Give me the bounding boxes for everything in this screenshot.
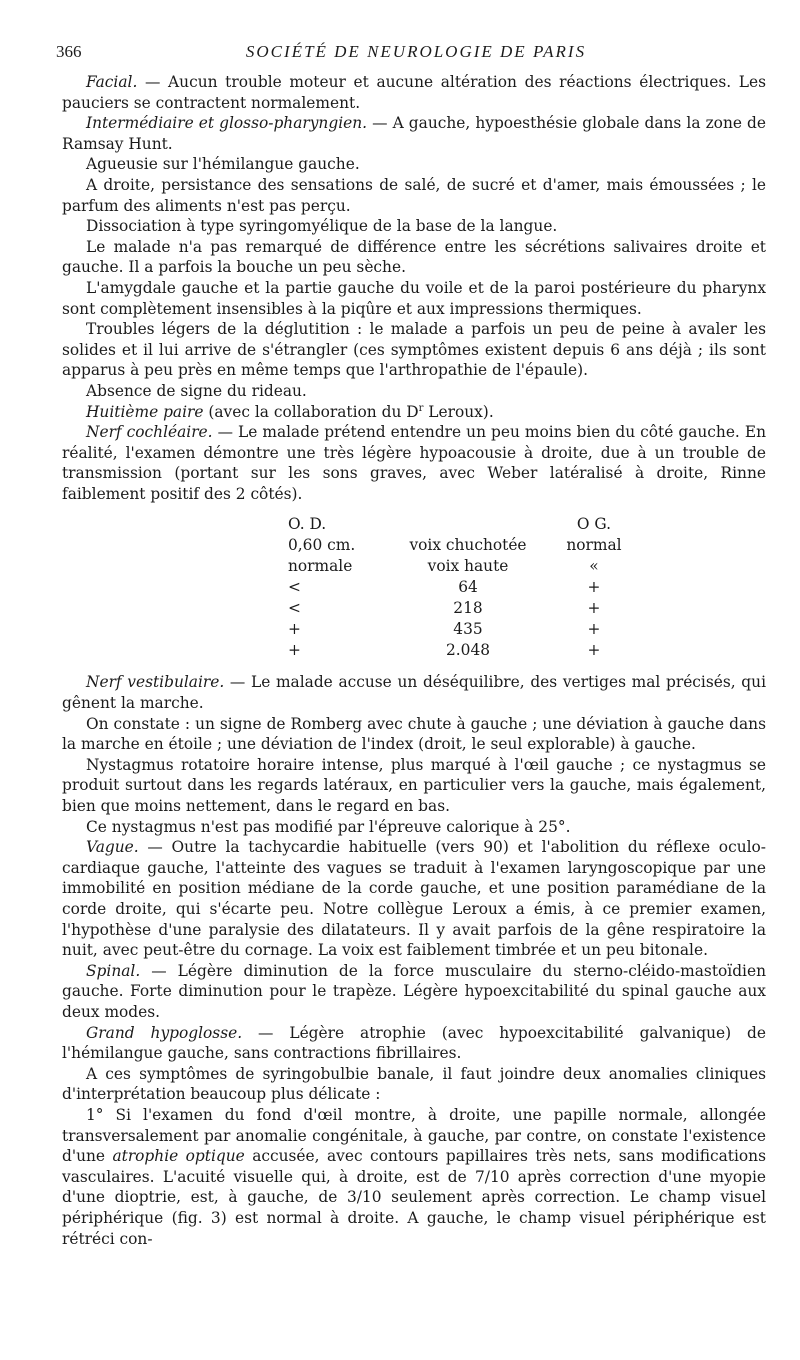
section-label: Nerf vestibulaire.	[86, 673, 225, 692]
paragraph-text: — Aucun trouble moteur et aucune altération des réactions électriques. Les pauciers se contractent normalement.	[62, 73, 766, 112]
section-label: Facial.	[86, 73, 138, 91]
paragraph-nerf-vestibulaire	[62, 672, 766, 713]
paragraph-nerf-cochleaire	[62, 422, 766, 504]
paragraph: Troubles légers de la déglutition : le malade a parfois un peu de peine à avaler les solides et il lui arrive de s'étrangler (ces symptômes existent depuis 6 ans déjà ; ils sont apparus à peu près en même temps que l'arthropathie de l'épaule).	[62, 320, 766, 380]
paragraph-text: (avec la collaboration du D	[203, 402, 419, 421]
table-row	[62, 640, 766, 661]
paragraph-text: — A gauche, hypoesthésie globale dans la zone de Ramsay Hunt.	[62, 114, 767, 153]
cell-right: +	[587, 599, 601, 618]
paragraph-spinal	[62, 961, 766, 1023]
table-row	[62, 598, 766, 619]
cell-middle: 64	[458, 578, 478, 597]
cell-right: normal	[566, 536, 622, 555]
cell-right: +	[587, 641, 601, 660]
table-row	[62, 619, 766, 640]
article-body	[62, 72, 766, 1249]
paragraph-huitieme-paire	[62, 402, 766, 423]
paragraph-text: Leroux).	[423, 402, 494, 421]
paragraph-text: — Légère diminution de la force musculaire du sterno-cléido-mastoïdien gauche. Forte diminution pour le trapèze. Légère hypoexcitabilité du spinal gauche aux deux modes.	[62, 961, 766, 1021]
cell-left: normale	[288, 557, 353, 576]
cell-right: O G.	[576, 515, 612, 534]
paragraph: A droite, persistance des sensations de salé, de sucré et d'amer, mais émoussées ; le parfum des aliments n'est pas perçu.	[62, 175, 766, 215]
paragraph-text: — Légère atrophie (avec hypoexcitabilité galvanique) de l'hémilangue gauche, sans contractions fibrillaires.	[62, 1023, 766, 1063]
cell-middle: voix chuchotée	[409, 536, 527, 555]
paragraph-atrophie-optique	[62, 1105, 766, 1249]
paragraph: Dissociation à type syringomyélique de la base de la langue.	[86, 217, 558, 236]
section-label: Spinal.	[86, 961, 141, 980]
cell-left: <	[288, 599, 301, 618]
paragraph-vague	[62, 837, 766, 961]
cell-left: O. D.	[288, 515, 327, 534]
paragraph: Agueusie sur l'hémilangue gauche.	[86, 155, 360, 174]
paragraph-intermediaire	[62, 113, 766, 154]
paragraph: L'amygdale gauche et la partie gauche du voile et de la paroi postérieure du pharynx sont complètement insensibles à la piqûre et aux impressions thermiques.	[62, 278, 766, 318]
section-label: Intermédiaire et glosso-pharyngien.	[86, 114, 368, 133]
page-number: 366	[56, 42, 82, 61]
cell-left: +	[288, 641, 301, 660]
paragraph-grand-hypoglosse	[62, 1023, 766, 1064]
table-row	[62, 535, 766, 556]
running-header	[56, 42, 776, 66]
paragraph: Absence de signe du rideau.	[86, 381, 307, 400]
journal-title: SOCIÉTÉ DE NEUROLOGIE DE PARIS	[245, 42, 587, 61]
section-label: Nerf cochléaire.	[86, 423, 213, 442]
cell-left: +	[288, 620, 301, 639]
table-row	[62, 514, 766, 535]
paragraph: Nystagmus rotatoire horaire intense, plus marqué à l'œil gauche ; ce nystagmus se produit surtout dans les regards latéraux, en particulier vers la gauche, mais également, bien que moins nettement, dans le regard en bas.	[62, 755, 766, 816]
cell-left: 0,60 cm.	[288, 536, 356, 555]
paragraph-text: — Le malade accuse un déséquilibre, des vertiges mal précisés, qui gênent la marche.	[62, 673, 766, 713]
superscript: r	[418, 402, 424, 414]
emphasis: atrophie optique	[112, 1147, 245, 1166]
cell-middle: voix haute	[427, 557, 509, 576]
table-row	[62, 556, 766, 577]
paragraph: Ce nystagmus n'est pas modifié par l'épreuve calorique à 25°.	[86, 817, 571, 836]
cell-middle: 435	[453, 620, 483, 639]
cell-right: +	[587, 620, 601, 639]
cell-middle: 2.048	[445, 641, 491, 660]
cell-middle: 218	[453, 599, 483, 618]
paragraph: Le malade n'a pas remarqué de différence entre les sécrétions salivaires droite et gauche. Il a parfois la bouche un peu sèche.	[62, 237, 766, 277]
cell-right: +	[587, 578, 601, 597]
audiometry-table	[62, 514, 766, 663]
paragraph-text: — Le malade prétend entendre un peu moins bien du côté gauche. En réalité, l'examen démontre une très légère hypoacousie à droite, due à un trouble de transmission (portant sur les sons graves, avec Weber latéralisé à droite, Rinne faiblement positif des 2 côtés).	[62, 423, 766, 503]
paragraph-text: 1° Si l'examen du fond d'œil montre, à droite, une papille normale, allongée transversalement par anomalie congénitale, à gauche, par contre, on constate l'existence d'une	[62, 1105, 766, 1166]
cell-left: <	[288, 578, 301, 597]
paragraph: On constate : un signe de Romberg avec chute à gauche ; une déviation à gauche dans la marche en étoile ; une déviation de l'index (droit, le seul explorable) à gauche.	[62, 714, 766, 754]
paragraph-text: — Outre la tachycardie habituelle (vers 90) et l'abolition du réflexe oculo-cardiaque gauche, l'atteinte des vagues se traduit à l'examen laryngoscopique par une immobilité en position médiane de la corde gauche, et une position paramédiane de la corde droite, qui s'écarte peu. Notre collègue Leroux a émis, à ce premier examen, l'hypothèse d'une paralysie des dilatateurs. Il y avait parfois de la gêne respiratoire la nuit, avec peut-être du cornage. La voix est faiblement timbrée et un peu bitonale.	[62, 838, 766, 960]
paragraph: A ces symptômes de syringobulbie banale, il faut joindre deux anomalies cliniques d'interprétation beaucoup plus délicate :	[62, 1064, 766, 1104]
table-row	[62, 577, 766, 598]
section-label: Huitième paire	[86, 402, 204, 421]
section-label: Vague.	[86, 838, 139, 857]
section-label: Grand hypoglosse.	[86, 1023, 243, 1042]
cell-right: «	[589, 557, 599, 576]
paragraph-facial	[62, 72, 766, 113]
paragraph-text: accusée, avec contours papillaires très nets, sans modifications vasculaires. L'acuité visuelle qui, à droite, est de 7/10 après correction d'une myopie d'une dioptrie, est, à gauche, de 3/10 seulement après correction. Le champ visuel périphérique (fig. 3) est normal à droite. A gauche, le champ visuel périphérique est rétréci con-	[62, 1147, 766, 1248]
